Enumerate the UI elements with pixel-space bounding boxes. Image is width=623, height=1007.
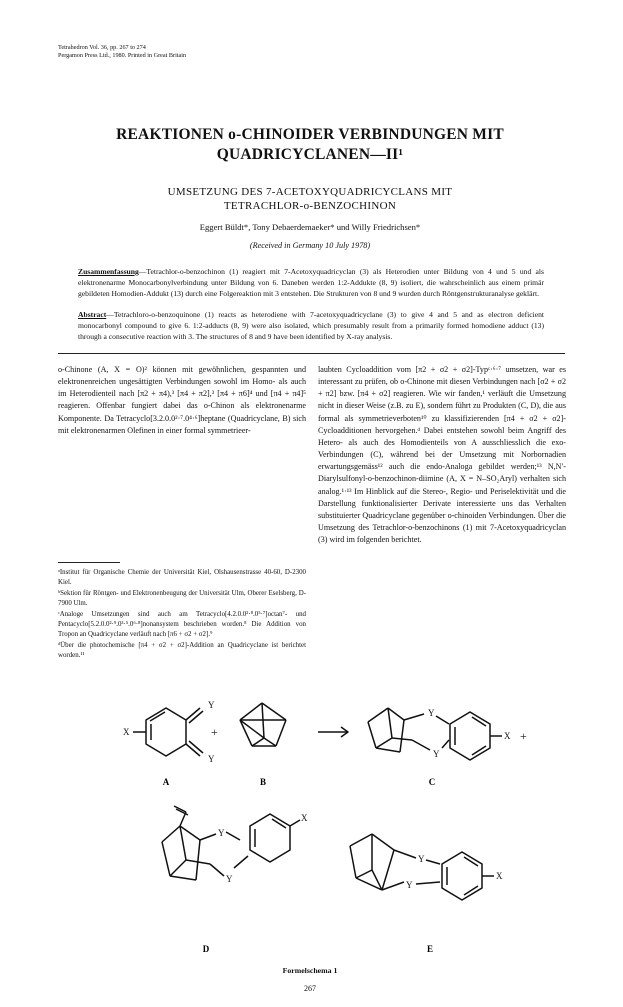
label-C: C — [428, 777, 436, 787]
zusammenfassung-text: —Tetrachlor-o-benzochinon (1) reagiert mit 7-Acetoxyquadricyclan (3) als Heterodien unter Bildung von 4 und 5 und als elektronenarme Monocarbonylverbindung unter Bildung von 6. Daneben werden 1:2-Addukte (8, 9) isoliert, die wahrscheinlich aus einem primär gebildeten Homodien-Addukt (13) durch eine Folgereaktion mit 3 entstehen. Die Strukturen von 8 und 9 wurden durch Röntgenstrukturanalyse geklärt. — [78, 267, 544, 299]
footnote-d: ᵈÜber die photochemische [π4 + σ2 + σ2]-Addition an Quadricyclane ist berichtet worden.¹¹ — [58, 642, 306, 659]
label-E: E — [426, 944, 434, 954]
page-number: 267 — [304, 984, 316, 993]
atom-X: X — [504, 731, 511, 741]
body-right-column: laubten Cycloaddition vom [π2 + σ2 + σ2]-Typᶜ·⁶·⁷ umsetzen, war es interessant zu prüfen, ob o-Chinone mit diesen Verbindungen nach [σ2 + σ2 + π2] bzw. [π4 + σ2] reagieren. Wie wir fanden,¹ verläuft die Umsetzung nicht in dieser Weise (z.B. zu E), sondern führt zu Produkten (C, D), die aus formal als symmetrieverboten¹⁰ zu klassifizierenden [π4 + σ2 + σ2]-Cycloadditionen hervorgehen.ᵈ Dabei entstehen sowohl beim Angriff des Hetero- als auch des Homodienteils von A ausschliesslich die exo-Verbindungen (C), während bei der Umsetzung mit Norbornadien erwartungsgemäss¹² auch die endo-Analoga gebildet werden;¹³ N,N′-Diarylsulfonyl-o-benzochinon-diimine (A, X = N–SO₂Aryl) verhalten sich analog.¹·¹³ Im Hinblick auf die Stereo-, Regio- und Periselektivität und die Darstellung funktionalisierter Derivate interessierte uns das Verhalten substituierter Quadricyclane gegenüber o-chinoiden Verbindungen. Über die Umsetzung des Tetrachlor-o-benzochinons (1) mit 7-Acetoxyquadricyclan (3) wird im folgenden berichtet. — [318, 365, 566, 545]
structure-A-quinone — [133, 708, 203, 756]
footnote-b: ᵇSektion für Röntgen- und Elektronenbeugung der Universität Ulm, Oberer Eselsberg, D-7900 Ulm. — [58, 590, 306, 607]
structure-D-product — [162, 806, 300, 880]
title-line-1: REAKTIONEN o-CHINOIDER VERBINDUNGEN MIT — [116, 126, 504, 143]
subtitle-line-2: TETRACHLOR-o-BENZOCHINON — [223, 200, 397, 212]
atom-Y: Y — [208, 700, 215, 710]
atom-X: X — [301, 813, 308, 823]
structure-B-quadricyclane — [240, 703, 286, 746]
label-A: A — [162, 777, 170, 787]
atom-X: X — [123, 727, 130, 737]
atom-Y: Y — [226, 874, 233, 884]
atom-X: X — [496, 871, 503, 881]
atom-Y: Y — [406, 880, 413, 890]
scheme-caption: Formelschema 1 — [282, 966, 338, 975]
body-left-column: o-Chinone (A, X = O)² können mit gewöhnlichen, gespannten und elektronenreichen ungesättigten Verbindungen sowohl im Homo- als auch im Heterodienteil nach [π2 + π4),³ [π4 + π2],³ [π4 + π6]⁴ und [π4 + π4]⁵ reagieren. Offenbar fungiert dabei das o-Chinon als elektronenarme Komponente. Da Tetracyclo[3.2.0.0²·⁷.0⁴·⁶]heptane (Quadricyclane, B) sich mit elektronenarmen Olefinen in einer formal symmetrieer- — [58, 365, 306, 435]
atom-Y: Y — [418, 854, 425, 864]
zusammenfassung-label: Zusammenfassung — [78, 267, 139, 276]
atom-Y: Y — [433, 749, 440, 759]
atom-Y: Y — [428, 708, 435, 718]
structure-E-product — [350, 834, 494, 900]
plus-sign: + — [520, 729, 527, 743]
label-B: B — [259, 777, 267, 787]
journal-citation: Tetrahedron Vol. 36, pp. 267 to 274 — [58, 44, 146, 51]
abstract-text: —Tetrachloro-o-benzoquinone (1) reacts as heterodiene with 7-acetoxyquadricyclane (3) to give 4 and 5 and as electron deficient monocarbonyl compound to give 6. 1:2-adducts (8, 9) were also isolated, which presumably result from a primarily formed homodiene adduct (13) through a consecutive reaction with 3. The structures of 8 and 9 have been identified by X-ray analysis. — [78, 310, 544, 342]
title-line-2: QUADRICYCLANEN—II¹ — [216, 146, 404, 163]
plus-sign: + — [211, 725, 218, 739]
footnote-a: ᵃInstitut für Organische Chemie der Universität Kiel, Olshausenstrasse 40-60, D-2300 Kiel. — [58, 569, 306, 586]
subtitle-line-1: UMSETZUNG DES 7-ACETOXYQUADRICYCLANS MIT — [167, 186, 453, 198]
footnote-c: ᶜAnaloge Umsetzungen sind auch am Tetracyclo[4.2.0.0²·⁸.0⁵·⁷]octan⁷- und Pentacyclo[5.2.0.0²·⁹.0³·⁵.0⁶·⁸]nonansystem beschrieben worden.⁸ Die Addition von Tropon an Quadricyclane verläuft nach [π6 + σ2 + σ2].⁹ — [58, 611, 306, 638]
author-list: Eggert Büldt*, Tony Debaerdemaeker* und Willy Friedrichsen* — [199, 222, 421, 232]
reaction-arrow — [318, 727, 348, 737]
received-date: (Received in Germany 10 July 1978) — [249, 241, 371, 250]
publisher-line: Pergamon Press Ltd., 1980. Printed in Great Britain — [58, 52, 187, 59]
atom-Y: Y — [208, 754, 215, 764]
abstract-label: Abstract — [78, 310, 107, 319]
label-D: D — [202, 944, 210, 954]
atom-Y: Y — [218, 828, 225, 838]
